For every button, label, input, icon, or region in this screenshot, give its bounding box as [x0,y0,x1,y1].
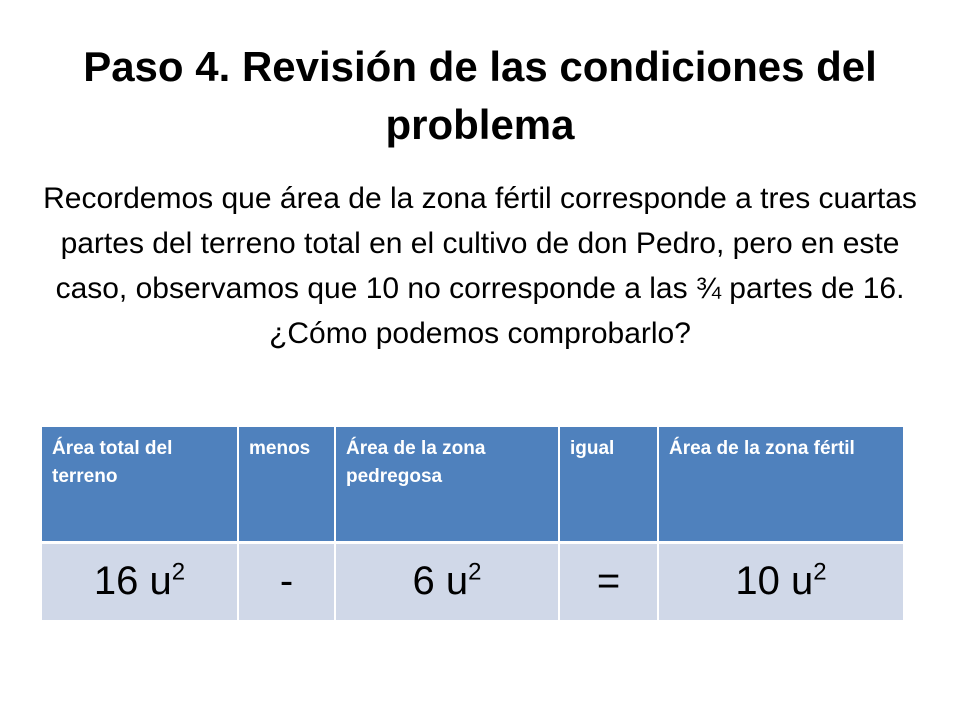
cell-exponent: 2 [813,558,827,586]
table-row [42,542,903,620]
header-total-area: Área total del terreno [42,427,238,542]
cell-value: 16 u [93,559,172,603]
area-table [42,427,903,620]
header-minus: menos [238,427,335,542]
slide-title: Paso 4. Revisión de las condiciones del problema [83,43,877,148]
cell-value: 10 u [735,559,814,603]
header-rocky-area: Área de la zona pedregosa [335,427,559,542]
cell-rocky-area [335,542,559,620]
header-fertile-area: Área de la zona fértil [658,427,903,542]
cell-minus-sign [238,542,335,620]
cell-exponent: 2 [171,558,186,586]
cell-value: 6 u [412,559,469,603]
header-equals: igual [559,427,658,542]
cell-equals-sign [559,542,658,620]
cell-value: = [596,559,621,603]
cell-exponent: 2 [468,558,482,586]
slide-body-text: Recordemos que área de la zona fértil corresponde a tres cuartas partes del terreno total en el cultivo de don Pedro, pero en este caso, observamos que 10 no corresponde a las ¾ partes de 16. ¿Cómo podemos comprobarlo? [43,182,917,350]
table-header-row [42,427,903,542]
cell-value: - [279,559,294,603]
cell-total-area [42,542,238,620]
cell-fertile-area [658,542,903,620]
